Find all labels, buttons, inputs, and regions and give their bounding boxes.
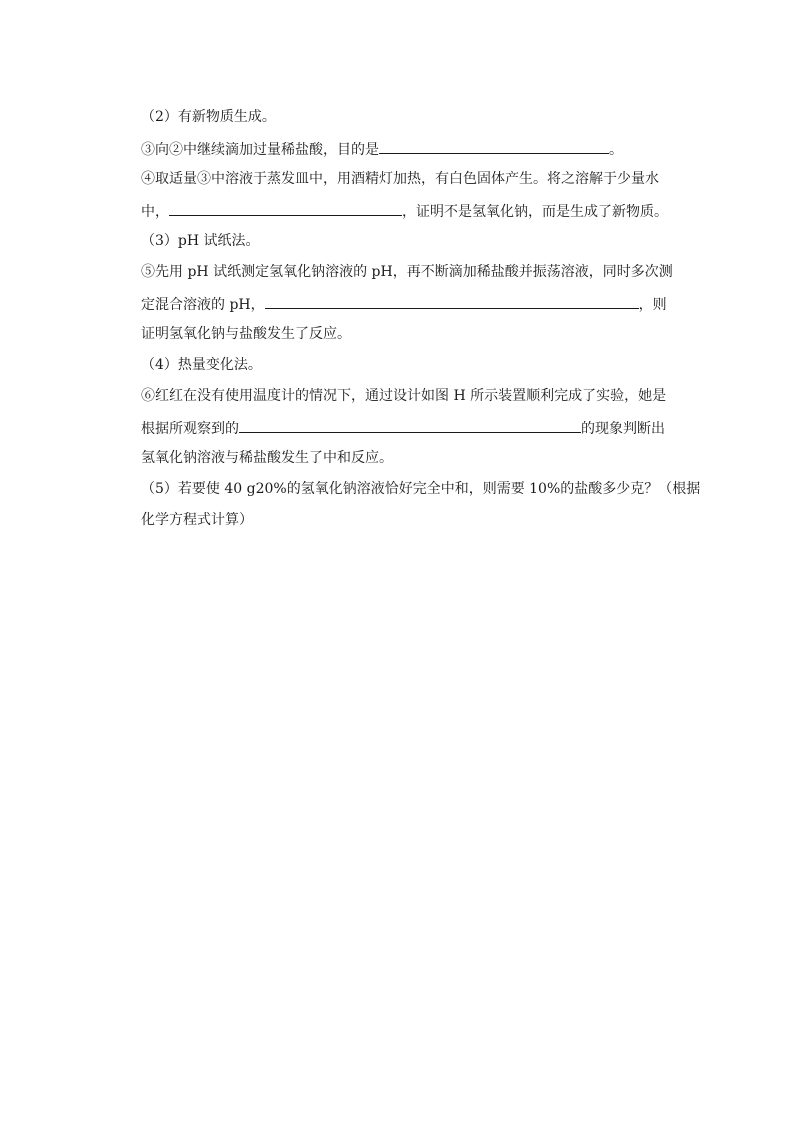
answer-blank-2[interactable] (169, 195, 402, 216)
step-6-line-3: 氢氧化钠溶液与稀盐酸发生了中和反应。 (141, 450, 393, 466)
step-6-line-2: 根据所观察到的 的现象判断出 (141, 412, 681, 443)
step-4-line-2: 中， ，证明不是氢氧化钠，而是生成了新物质。 (141, 195, 681, 226)
step-4-line-1: ④取适量③中溶液于蒸发皿中，用酒精灯加热，有白色固体产生。将之溶解于少量水 (141, 171, 659, 187)
section-3-heading: （3）pH 试纸法。 (141, 233, 260, 249)
section-5-line-2: 化学方程式计算） (141, 512, 253, 528)
step-5-line-1: ⑤先用 pH 试纸测定氢氧化钠溶液的 pH，再不断滴加稀盐酸并振荡溶液，同时多次测 (141, 264, 673, 280)
answer-blank-4[interactable] (239, 412, 581, 433)
section-5-line-1: （5）若要使 40 g20%的氢氧化钠溶液恰好完全中和，则需要 10%的盐酸多少克？（根据 (141, 481, 701, 497)
step-6-line-1: ⑥红红在没有使用温度计的情况下，通过设计如图 H 所示装置顺利完成了实验，她是 (141, 388, 667, 404)
section-2-heading: （2）有新物质生成。 (141, 109, 276, 125)
answer-blank-3[interactable] (265, 288, 639, 309)
section-4-heading: （4）热量变化法。 (141, 357, 262, 373)
step-3-line: ③向②中继续滴加过量稀盐酸，目的是 。 (141, 133, 681, 164)
question-text (141, 102, 701, 536)
answer-blank-1[interactable] (379, 133, 609, 154)
step-5-line-2: 定混合溶液的 pH， ，则 (141, 288, 681, 319)
step-5-line-3: 证明氢氧化钠与盐酸发生了反应。 (141, 326, 351, 342)
